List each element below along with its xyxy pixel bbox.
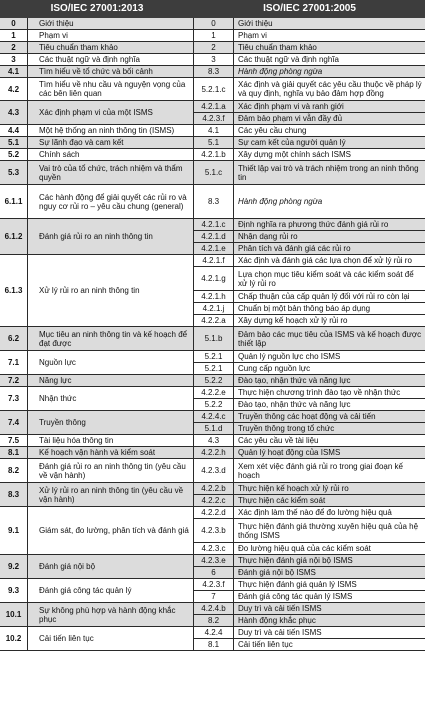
clause-2005-number: 8.3	[194, 185, 234, 219]
clause-2013-number: 8.2	[0, 459, 28, 483]
clause-2013-title: Cải tiến liên tục	[28, 627, 194, 651]
clause-2013-title: Xử lý rủi ro an ninh thông tin (yêu cầu về vận hành)	[28, 483, 194, 507]
clause-2005-title: Đào tạo, nhận thức và năng lực	[234, 399, 425, 411]
clause-2013-number: 5.1	[0, 137, 28, 149]
clause-2013-number: 2	[0, 42, 28, 54]
clause-2005-title: Hành động phòng ngừa	[234, 185, 425, 219]
clause-2013-number: 7.4	[0, 411, 28, 435]
clause-2013-title: Đánh giá công tác quản lý	[28, 579, 194, 603]
clause-2005-number: 4.2.1.e	[194, 243, 234, 255]
clause-2013-title: Sự không phù hợp và hành động khắc phục	[28, 603, 194, 627]
clause-2013-title: Đánh giá nội bộ	[28, 555, 194, 579]
clause-2005-number: 8.3	[194, 66, 234, 78]
clause-2013-title: Truyền thông	[28, 411, 194, 435]
clause-2013-title: Tìm hiểu về tổ chức và bối cảnh	[28, 66, 194, 78]
clause-2013-title: Tìm hiểu về nhu cầu và nguyện vọng của các bên liên quan	[28, 78, 194, 101]
clause-2005-number: 4.2.1.a	[194, 101, 234, 113]
clause-2013-number: 4.1	[0, 66, 28, 78]
clause-2005-number: 4.3	[194, 435, 234, 447]
clause-2005-number: 3	[194, 54, 234, 66]
clause-2005-title: Chấp thuận của cấp quản lý đối với rủi ro còn lại	[234, 291, 425, 303]
clause-2013-number: 7.1	[0, 351, 28, 375]
clause-2005-title: Xác định làm thế nào để đo lường hiệu quả	[234, 507, 425, 519]
clause-2005-number: 4.2.2.c	[194, 495, 234, 507]
clause-2013-number: 10.2	[0, 627, 28, 651]
clause-2013-number: 10.1	[0, 603, 28, 627]
clause-2013-title: Chính sách	[28, 149, 194, 161]
clause-2013-number: 6.1.1	[0, 185, 28, 219]
clause-2013-title: Các thuật ngữ và định nghĩa	[28, 54, 194, 66]
clause-2005-title: Đo lường hiệu quả của các kiểm soát	[234, 543, 425, 555]
clause-2005-number: 1	[194, 30, 234, 42]
clause-2005-number: 5.2.2	[194, 375, 234, 387]
clause-2005-title: Xác định và giải quyết các yêu cầu thuộc về pháp lý và quy định, nghĩa vụ bảo đảm hợp đồng	[234, 78, 425, 101]
clause-2013-number: 1	[0, 30, 28, 42]
clause-2005-title: Các thuật ngữ và định nghĩa	[234, 54, 425, 66]
clause-2005-number: 5.1	[194, 137, 234, 149]
clause-2013-title: Nguồn lực	[28, 351, 194, 375]
clause-2005-number: 4.2.3.e	[194, 555, 234, 567]
clause-2013-title: Các hành động để giải quyết các rủi ro và nguy cơ rủi ro – yêu cầu chung (general)	[28, 185, 194, 219]
clause-2005-number: 4.2.1.c	[194, 219, 234, 231]
clause-2005-title: Nhận dạng rủi ro	[234, 231, 425, 243]
clause-2005-title: Hành động phòng ngừa	[234, 66, 425, 78]
clause-2013-number: 3	[0, 54, 28, 66]
clause-2005-number: 0	[194, 18, 234, 30]
clause-2005-title: Thực hiện chương trình đào tạo về nhận thức	[234, 387, 425, 399]
clause-2005-title: Thiết lập vai trò và trách nhiệm trong an ninh thông tin	[234, 161, 425, 185]
clause-2005-title: Thực hiện đánh giá quản lý ISMS	[234, 579, 425, 591]
clause-2005-title: Giới thiệu	[234, 18, 425, 30]
clause-2005-title: Hành động khắc phục	[234, 615, 425, 627]
clause-2005-title: Thực hiện đánh giá thường xuyên hiệu quả của hệ thống ISMS	[234, 519, 425, 543]
clause-2013-number: 8.3	[0, 483, 28, 507]
clause-2005-number: 4.2.3.f	[194, 579, 234, 591]
clause-2013-title: Vai trò của tổ chức, trách nhiệm và thẩm quyền	[28, 161, 194, 185]
clause-2013-title: Xử lý rủi ro an ninh thông tin	[28, 255, 194, 327]
clause-2013-title: Tài liệu hóa thông tin	[28, 435, 194, 447]
header-iso-2013: ISO/IEC 27001:2013	[50, 3, 144, 14]
clause-2005-title: Phân tích và đánh giá các rủi ro	[234, 243, 425, 255]
clause-2013-number: 7.3	[0, 387, 28, 411]
clause-2005-title: Thực hiện kế hoạch xử lý rủi ro	[234, 483, 425, 495]
clause-2005-title: Đánh giá công tác quản lý ISMS	[234, 591, 425, 603]
clause-2013-title: Mục tiêu an ninh thông tin và kế hoạch để đạt được	[28, 327, 194, 351]
clause-2005-number: 5.1.b	[194, 327, 234, 351]
table-header	[0, 0, 425, 18]
clause-2005-number: 4.2.2.h	[194, 447, 234, 459]
clause-2013-number: 4.3	[0, 101, 28, 125]
clause-2013-number: 6.1.3	[0, 255, 28, 327]
clause-2005-number: 4.2.2.e	[194, 387, 234, 399]
clause-2005-title: Thực hiện các kiểm soát	[234, 495, 425, 507]
clause-2005-number: 4.2.1.b	[194, 149, 234, 161]
clause-2005-number: 5.1.c	[194, 161, 234, 185]
clause-2005-title: Đảm bảo phạm vi vẫn đầy đủ	[234, 113, 425, 125]
clause-2013-title: Sự lãnh đạo và cam kết	[28, 137, 194, 149]
clause-2005-title: Các yêu cầu chung	[234, 125, 425, 137]
clause-2005-number: 5.2.1.c	[194, 78, 234, 101]
clause-2005-number: 4.2.3.c	[194, 543, 234, 555]
clause-2005-title: Xác định và đánh giá các lựa chọn để xử lý rủi ro	[234, 255, 425, 267]
clause-2013-number: 4.4	[0, 125, 28, 137]
clause-2013-title: Xác định phạm vi của một ISMS	[28, 101, 194, 125]
clause-2013-number: 6.1.2	[0, 219, 28, 255]
clause-2005-number: 4.2.1.f	[194, 255, 234, 267]
clause-2005-title: Duy trì và cải tiến ISMS	[234, 603, 425, 615]
clause-2013-title: Một hệ thống an ninh thông tin (ISMS)	[28, 125, 194, 137]
clause-2005-number: 4.2.2.a	[194, 315, 234, 327]
clause-2005-number: 4.2.3.b	[194, 519, 234, 543]
clause-2005-number: 5.2.1	[194, 363, 234, 375]
clause-2005-title: Duy trì và cải tiến ISMS	[234, 627, 425, 639]
clause-2005-number: 4.2.4.c	[194, 411, 234, 423]
clause-2013-number: 9.3	[0, 579, 28, 603]
clause-2005-title: Xây dựng kế hoạch xử lý rủi ro	[234, 315, 425, 327]
clause-2005-number: 5.2.1	[194, 351, 234, 363]
clause-2013-title: Giới thiệu	[28, 18, 194, 30]
clause-2005-number: 4.2.1.g	[194, 267, 234, 291]
clause-2005-number: 4.2.4.b	[194, 603, 234, 615]
clause-2005-title: Sự cam kết của người quản lý	[234, 137, 425, 149]
clause-2005-title: Truyền thông trong tổ chức	[234, 423, 425, 435]
clause-2013-title: Giám sát, đo lường, phân tích và đánh giá	[28, 507, 194, 555]
clause-2005-title: Đảm bảo các mục tiêu của ISMS và kế hoạch được thiết lập	[234, 327, 425, 351]
clause-2005-number: 4.2.2.b	[194, 483, 234, 495]
clause-2005-title: Tiêu chuẩn tham khảo	[234, 42, 425, 54]
clause-2005-number: 8.2	[194, 615, 234, 627]
clause-2005-title: Đào tạo, nhận thức và năng lực	[234, 375, 425, 387]
clause-2005-title: Xác định phạm vi và ranh giới	[234, 101, 425, 113]
clause-2005-number: 4.2.3.d	[194, 459, 234, 483]
clause-2005-number: 4.2.1.h	[194, 291, 234, 303]
clause-2005-number: 5.1.d	[194, 423, 234, 435]
clause-2005-title: Phạm vi	[234, 30, 425, 42]
clause-2013-number: 9.2	[0, 555, 28, 579]
clause-2005-title: Quản lý nguồn lực cho ISMS	[234, 351, 425, 363]
clause-2013-number: 5.3	[0, 161, 28, 185]
clause-2005-title: Chuẩn bị một bản thông báo áp dụng	[234, 303, 425, 315]
clause-2005-title: Cải tiến liên tục	[234, 639, 425, 651]
clause-2005-number: 4.2.3.f	[194, 113, 234, 125]
clause-2005-title: Xem xét việc đánh giá rủi ro trong giai đoạn kế hoạch	[234, 459, 425, 483]
clause-2005-title: Lựa chọn mục tiêu kiểm soát và các kiểm soát để xử lý rủi ro	[234, 267, 425, 291]
clause-2013-title: Đánh giá rủi ro an ninh thông tin (yêu cầu về vận hành)	[28, 459, 194, 483]
clause-2013-title: Kế hoạch vận hành và kiểm soát	[28, 447, 194, 459]
clause-2005-title: Các yêu cầu về tài liệu	[234, 435, 425, 447]
clause-2005-title: Thực hiện đánh giá nội bộ ISMS	[234, 555, 425, 567]
clause-2005-number: 4.2.1.d	[194, 231, 234, 243]
clause-2013-number: 8.1	[0, 447, 28, 459]
clause-2005-title: Truyền thông các hoạt động và cải tiến	[234, 411, 425, 423]
clause-2013-number: 0	[0, 18, 28, 30]
clause-2005-number: 5.2.2	[194, 399, 234, 411]
clause-2013-title: Nhận thức	[28, 387, 194, 411]
clause-2005-number: 7	[194, 591, 234, 603]
clause-2013-number: 4.2	[0, 78, 28, 101]
clause-2013-title: Tiêu chuẩn tham khảo	[28, 42, 194, 54]
clause-2013-number: 7.5	[0, 435, 28, 447]
clause-2005-number: 4.1	[194, 125, 234, 137]
clause-2005-title: Định nghĩa ra phương thức đánh giá rủi ro	[234, 219, 425, 231]
clause-2005-number: 4.2.4	[194, 627, 234, 639]
clause-2005-title: Cung cấp nguồn lực	[234, 363, 425, 375]
clause-2005-title: Xây dựng một chính sách ISMS	[234, 149, 425, 161]
clause-2013-number: 9.1	[0, 507, 28, 555]
clause-2013-number: 5.2	[0, 149, 28, 161]
clause-2013-title: Năng lực	[28, 375, 194, 387]
clause-2005-number: 8.1	[194, 639, 234, 651]
header-iso-2005: ISO/IEC 27001:2005	[263, 3, 356, 14]
clause-2013-title: Đánh giá rủi ro an ninh thông tin	[28, 219, 194, 255]
clause-2013-title: Phạm vi	[28, 30, 194, 42]
clause-2005-number: 4.2.1.j	[194, 303, 234, 315]
clause-2005-number: 6	[194, 567, 234, 579]
clause-2005-number: 2	[194, 42, 234, 54]
clause-2005-title: Đánh giá nội bộ ISMS	[234, 567, 425, 579]
clause-2005-title: Quản lý hoạt động của ISMS	[234, 447, 425, 459]
clause-2013-number: 6.2	[0, 327, 28, 351]
clause-2013-number: 7.2	[0, 375, 28, 387]
clause-2005-number: 4.2.2.d	[194, 507, 234, 519]
